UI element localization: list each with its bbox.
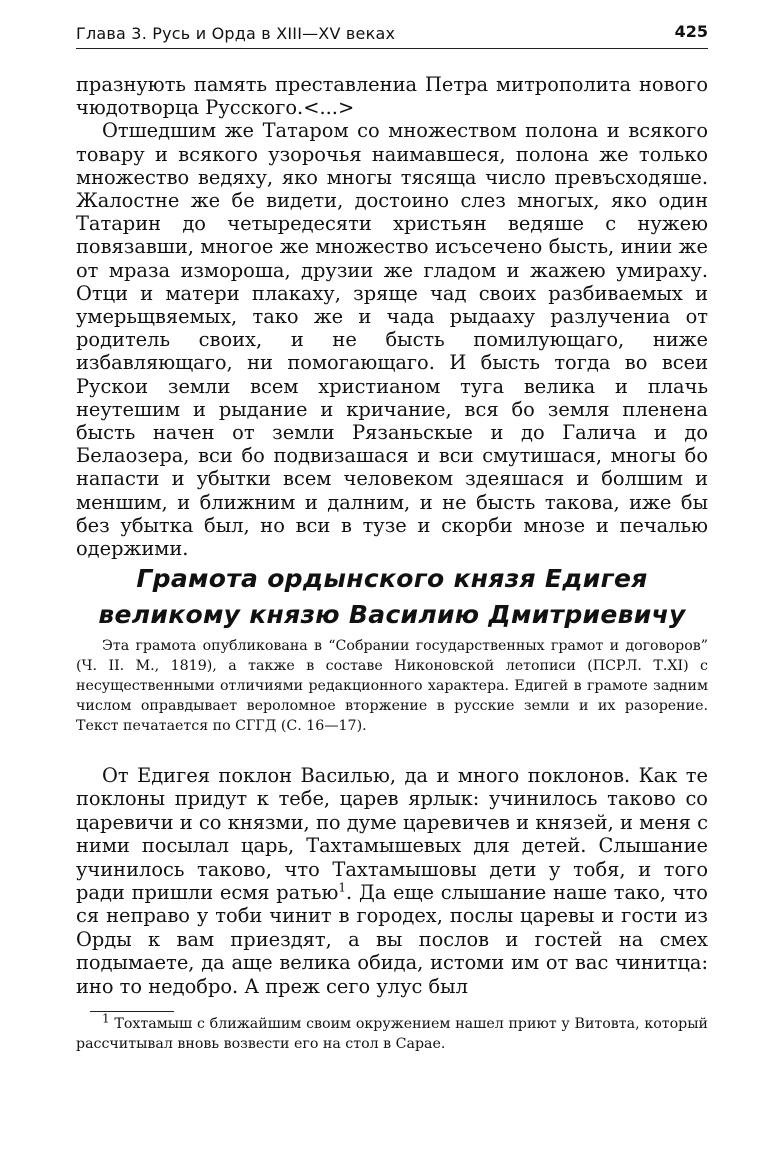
- letter-paragraph: [76, 764, 708, 998]
- page-number: 425: [674, 22, 708, 41]
- footnote-reference[interactable]: 1: [338, 880, 347, 895]
- letter-text: [76, 764, 708, 998]
- footnote-marker: 1: [102, 1011, 110, 1026]
- main-text: [76, 73, 708, 560]
- footnote-text: Тохтамыш с ближайшим своим окружением нашел приют у Витовта, который рассчитывал вновь возвести его на стол в Сарае.: [76, 1016, 708, 1052]
- section-intro: [76, 636, 708, 736]
- intro-paragraph: Эта грамота опубликована в “Собрании государственных грамот и договоров” (Ч. II. М., 1819), а также в составе Никоновской летописи (ПСРЛ. Т.XI) с несущественными отличиями редакционного характера. Едигей в грамоте задним числом оправдывает вероломное вторжение в русские земли и их разорение. Текст печатается по СГГД (С. 16—17).: [76, 638, 708, 734]
- footnote: [76, 1011, 708, 1054]
- letter-text-part-1: От Едигея поклон Василью, да и много поклонов. Как те поклоны придут к тебе, царев ярлык: учинилось таково со царевичи и со князми, по думе царевичев и князей, и меня с ними посылал царь, Тахтамышевых для детей. Слышание учинилось таково, что Тахтамышовы дети у тобя, и того ради пришли есмя ратью: [76, 764, 708, 905]
- letter-text-part-2: . Да еще слышание наше тако, что ся неправо у тоби чинит в городех, послы царевы и гости из Орды к вам приездят, а вы послов и гостей на смех подымаете, да аще велика обида, истоми им от вас чинитца: ино то недобро. А преж сего улус был: [76, 881, 708, 998]
- section-heading-line-1: Грамота ордынского князя Едигея: [136, 564, 648, 593]
- chapter-title: Глава 3. Русь и Орда в XIII—XV веках: [76, 24, 396, 43]
- paragraph-2: Отшедшим же Татаром со множеством полона и всякого товару и всякого узорочья наимавшеся, полона же только множество ведяху, яко многы тясяща число превъсходяше. Жалостне же бе видети, достоино слез многых, яко один Татарин до четыредесяти христьян ведяше с нужею повязавши, многое же множество исъсечено бысть, инии же от мраза изморoша, друзии же гладом и жажею умираху. Отци и матери плакаху, зряще чад своих разбиваемых и умерьщвяемых, тако же и чада рыдааху разлучениа от родитель своих, и не бысть помилующаго, ниже избавляющаго, ни помогающаго. И бысть тогда во всеи Рускои земли всем христианом туга велика и плачь неутешим и рыдание и кричание, вся бо земля пленена бысть начен от земли Рязаньскые и до Галича и до Белаозера, вси бо подвизашася и вси смутишася, многы бо напасти и убытки всем человеком здеяшася и болшим и меншим, и ближним и далним, и не бысть такова, иже бы без убытка был, но вси в тузе и скорби мнозе и печалью одержими.: [76, 119, 708, 561]
- footnote-paragraph: [76, 1011, 708, 1054]
- running-head: [76, 18, 708, 49]
- paragraph-1: празнують память преставлениа Петра митрополита нового чюдотворца Русского.<...>: [76, 73, 708, 120]
- section-heading-line-2: великому князю Василию Дмитриевичу: [98, 600, 686, 629]
- section-heading: [76, 561, 708, 633]
